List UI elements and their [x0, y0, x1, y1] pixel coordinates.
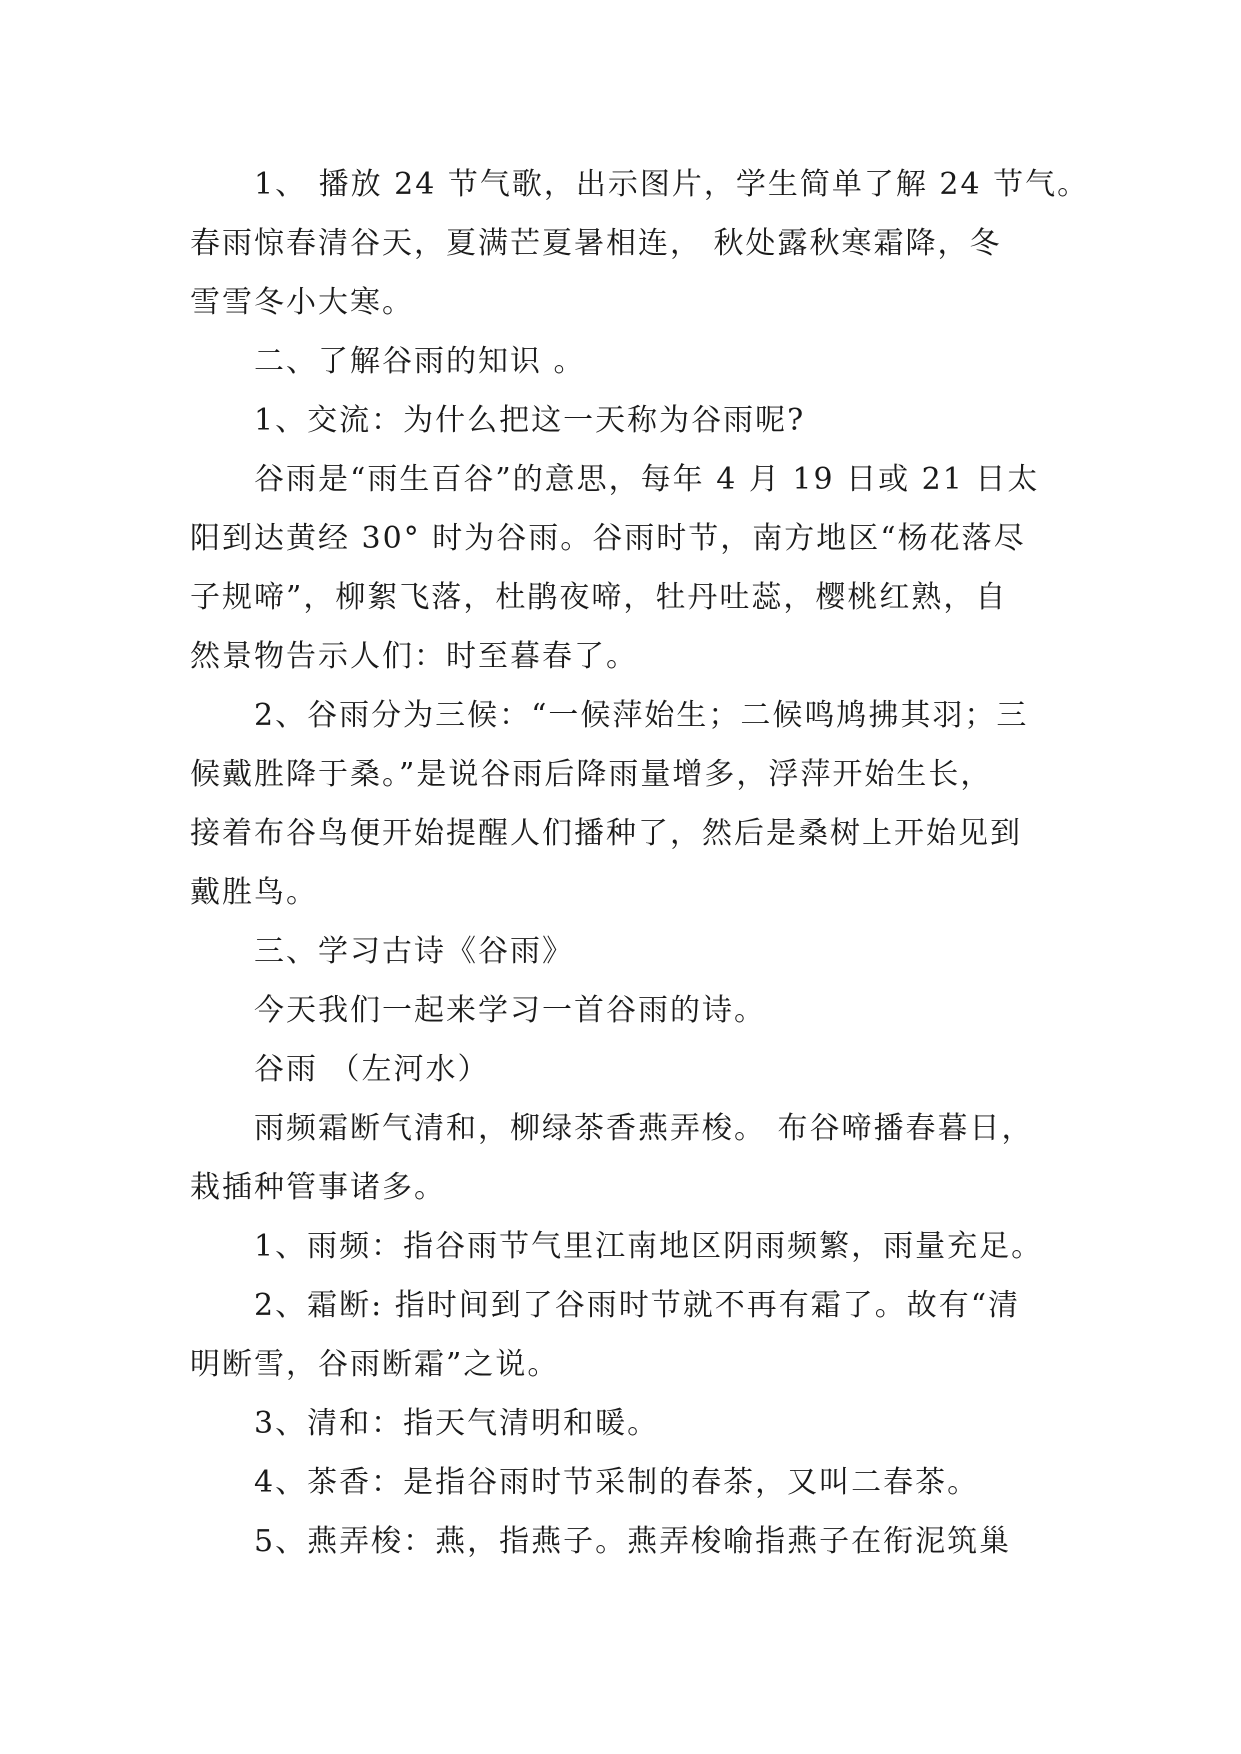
text-line: 然景物告示人们：时至暮春了。	[190, 639, 638, 674]
text-line: 今天我们一起来学习一首谷雨的诗。	[254, 993, 766, 1028]
text-line: 候戴胜降于桑。”是说谷雨后降雨量增多，浮萍开始生长，	[190, 757, 993, 792]
text-line: 1、 播放 24 节气歌，出示图片，学生简单了解 24 节气。	[254, 167, 1090, 202]
section-heading: 二、了解谷雨的知识 。	[254, 344, 586, 379]
text-line: 4、茶香：是指谷雨时节采制的春茶，又叫二春茶。	[254, 1465, 980, 1500]
text-line: 阳到达黄经 30° 时为谷雨。谷雨时节，南方地区“杨花落尽	[190, 521, 1026, 556]
poem-title: 谷雨 （左河水）	[254, 1052, 490, 1087]
text-line: 2、谷雨分为三候：“一候萍始生；二候鸣鸠拂其羽；三	[254, 698, 1029, 733]
poem-line: 雨频霜断气清和，柳绿茶香燕弄梭。 布谷啼播春暮日，	[254, 1111, 1034, 1146]
text-line: 戴胜鸟。	[190, 875, 318, 910]
text-line: 2、霜断: 指时间到了谷雨时节就不再有霜了。故有“清	[254, 1288, 1021, 1323]
section-heading: 三、学习古诗《谷雨》	[254, 934, 574, 969]
text-line: 接着布谷鸟便开始提醒人们播种了，然后是桑树上开始见到	[190, 816, 1022, 851]
text-line: 明断雪，谷雨断霜”之说。	[190, 1347, 560, 1382]
text-line: 谷雨是“雨生百谷”的意思，每年 4 月 19 日或 21 日太	[254, 462, 1040, 497]
text-line: 春雨惊春清谷天，夏满芒夏暑相连， 秋处露秋寒霜降，冬	[190, 226, 1002, 261]
text-line: 1、交流：为什么把这一天称为谷雨呢?	[254, 403, 806, 438]
text-line: 子规啼”，柳絮飞落，杜鹃夜啼，牡丹吐蕊，樱桃红熟，自	[190, 580, 1008, 615]
text-line: 1、雨频：指谷雨节气里江南地区阴雨频繁，雨量充足。	[254, 1229, 1044, 1264]
text-line: 5、燕弄梭：燕，指燕子。燕弄梭喻指燕子在衔泥筑巢	[254, 1524, 1012, 1559]
poem-line: 栽插种管事诸多。	[190, 1170, 446, 1205]
text-line: 雪雪冬小大寒。	[190, 285, 414, 320]
text-line: 3、清和：指天气清明和暖。	[254, 1406, 660, 1441]
document-body	[190, 155, 1090, 1571]
